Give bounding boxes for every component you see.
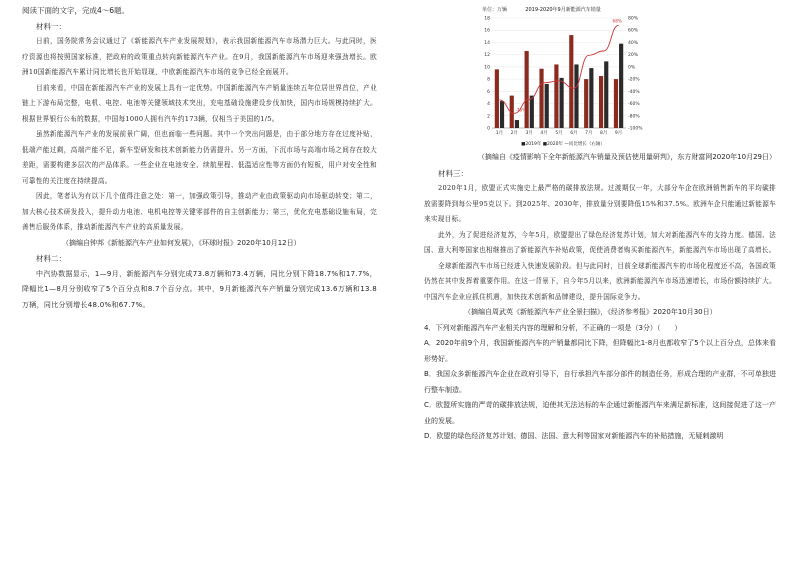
material-1-heading: 材料一： <box>36 21 66 31</box>
bar-2019 <box>554 64 558 128</box>
bar-2020 <box>574 64 578 128</box>
y2-tick-label: 60% <box>628 28 639 34</box>
chart-source: （摘编自《疫情影响下全年新能源汽车销量及预估使用量研判》，东方财富网2020年10月29日） <box>477 153 776 161</box>
y2-tick-label: -80% <box>628 114 640 120</box>
bar-2020 <box>560 78 564 128</box>
bar-2020 <box>500 101 504 128</box>
y-tick-label: 8 <box>487 77 490 83</box>
annotation-label: -76% <box>515 107 527 113</box>
material-1-paragraph: 目前来看，中国在新能源汽车产业的发展上具有一定优势。中国新能源汽车产销量连续五年位居世界首位，产业链上下游布局完整，电机、电控、电池等关键领域技术突出，充电基础设施建设步伐加快，国内市场规模持续扩大。根据世界银行公布的数据，中国每1000人拥有汽车约173辆，仅相当于美国的1/5。 <box>22 83 377 123</box>
option-a: A．2020年前9个月，我国新能源汽车的产销量都同比下降，但降幅比1-8月也都收窄了5个以上百分点，总体来看形势好。 <box>424 339 776 363</box>
chart-title: 2019-2020年9月新能源汽车销量 <box>525 7 601 13</box>
y2-tick-label: -100% <box>628 126 643 132</box>
bar-2019 <box>539 69 543 128</box>
x-tick-label: 9月 <box>614 131 623 136</box>
y2-tick-label: 0% <box>628 65 636 71</box>
y2-tick-label: 40% <box>628 40 639 46</box>
left-column <box>22 3 377 313</box>
bar-2019 <box>525 51 529 128</box>
bar-2020 <box>515 120 519 128</box>
y-tick-label: 16 <box>484 28 490 34</box>
option-c: C．欧盟所实施的严苛的碳排放法规，迫使其无法达标的车企通过新能源汽车来满足新标准，这间接促进了这一产业的发展。 <box>424 401 776 425</box>
bar-2019 <box>584 79 588 128</box>
x-tick-label: 4月 <box>540 131 548 136</box>
bar-2019 <box>495 69 499 128</box>
y2-tick-label: -60% <box>628 102 640 108</box>
option-b: B．我国众多新能源汽车企业在政府引导下，自行承担汽车部分部件的制造任务，形成合理的产业群，不可单独进行整车制造。 <box>424 370 776 394</box>
material-3-heading: 材料三： <box>438 168 468 178</box>
bar-2020 <box>619 44 623 128</box>
chart-svg <box>474 2 652 148</box>
y-tick-label: 2 <box>487 114 490 120</box>
material-1-paragraph: 虽然新能源汽车产业的发展前景广阔，但也面临一些问题。其中一个突出问题是，由于部分地方存在过度补贴，低端产能过剩，高端产能不足，新车型研发和技术创新能力仍需提升。另一方面，下沉市场与高端市场之间存在较大差距，需要构建多层次的产品体系。一些企业在电池安全、续航里程、低温适应性等方面仍有短板，用户对安全性和可靠性的关注度在持续提高。 <box>22 130 377 185</box>
question-4: 4．下列对新能源汽车产业相关内容的理解和分析，不正确的一项是（3分）（ ） <box>424 323 682 332</box>
y-tick-label: 10 <box>484 65 490 71</box>
material-2-paragraph: 中汽协数据显示，1—9月，新能源汽车分别完成73.8万辆和73.4万辆，同比分别下降18.7%和17.7%，降幅比1—8月分别收窄了5个百分点和8.7个百分点。其中，9月新能源汽车产销量分别完成13.6万辆和13.8万辆，同比分别增长48.0%和67.7%。 <box>22 269 377 309</box>
y2-tick-label: -40% <box>628 89 640 95</box>
y-tick-label: 0 <box>487 126 490 132</box>
bar-2020 <box>589 68 593 128</box>
chart-unit-label: 单位：万辆 <box>482 7 508 13</box>
x-tick-label: 2月 <box>510 131 519 136</box>
bar-2019 <box>614 79 618 128</box>
y-tick-label: 6 <box>487 89 490 95</box>
material-1-paragraph: 因此，笔者认为有以下几个值得注意之处：第一，加强政策引导，推动产业由政策驱动向市场驱动转变；第二，加大核心技术研发投入，提升动力电池、电机电控等关键零部件的自主创新能力；第三，优化充电基础设施布局，完善售后服务体系，推动新能源汽车产业的高质量发展。 <box>22 192 377 231</box>
bar-2020 <box>545 84 549 128</box>
chart-legend: ■2019年 ■2020年 —同比增长（右轴） <box>521 142 605 147</box>
y2-tick-label: -20% <box>628 77 640 83</box>
y-tick-label: 4 <box>487 102 490 108</box>
material-2-heading: 材料二： <box>36 254 66 263</box>
bar-2019 <box>569 35 573 128</box>
x-tick-label: 3月 <box>525 131 533 136</box>
right-column <box>424 150 776 445</box>
sales-chart <box>474 2 652 148</box>
y-tick-label: 12 <box>484 53 490 59</box>
bar-2020 <box>530 96 534 128</box>
material-1-source: （摘编自钟邦《新能源汽车产业如何发展》，《环球时报》2020年10月12日） <box>62 238 301 247</box>
x-tick-label: 6月 <box>570 131 578 136</box>
bar-2019 <box>599 76 603 128</box>
material-3-paragraph: 全球新能源汽车市场已经进入快速发展阶段。但与此同时，目前全球新能源汽车的市场化程度还不高，各国政策仍然在其中发挥着重要作用。在这一背景下，自今年5月以来，欧洲新能源汽车市场迅速增长，市场份额持续扩大。中国汽车企业应抓住机遇，加快技术创新和品牌建设，提升国际竞争力。 <box>424 261 776 301</box>
material-1-paragraph: 日前，国务院常务会议通过了《新能源汽车产业发展规划》，表示我国新能源汽车市场潜力巨大。与此同时，医疗资源也将按照国家标准，把政府的政策重点转向新能源汽车产业。在9月，我国新能源汽车市场迎来强劲增长。欧洲10国新能源汽车累计同比增长也开始显现，中欧新能源汽车市场的竞争已经全面展开。 <box>22 37 377 76</box>
y-tick-label: 14 <box>484 40 490 46</box>
annotation-label: 68% <box>612 18 622 24</box>
material-3-paragraph: 2020年1月，欧盟正式实施史上最严格的碳排放法规。过渡期仅一年，大部分车企在欧洲销售新车的平均碳排放需要降到每公里95克以下。到2025年、2030年，排放量分别要降低15%和37.5%。欧洲车企只能通过新能源车来实现目标。 <box>424 184 776 223</box>
y-tick-label: 18 <box>484 16 490 22</box>
material-3-paragraph: 此外，为了促进经济复苏，今年5月，欧盟提出了绿色经济复苏计划，加大对新能源汽车的支持力度。德国、法国、意大利等国家也相继推出了新能源汽车补贴政策，促使消费者购买新能源汽车，新能源汽车市场出现了高增长。 <box>424 230 776 254</box>
material-3-source: （摘编自周武英《新能源汽车产业全景扫描》，《经济参考报》2020年10月30日） <box>464 308 717 316</box>
x-tick-label: 7月 <box>585 131 593 136</box>
option-d: D．欧盟的绿色经济复苏计划、德国、法国、意大利等国家对新能源汽车的补贴措施，无疑刺激明 <box>424 432 724 440</box>
x-tick-label: 8月 <box>599 131 608 136</box>
y2-tick-label: 80% <box>628 16 639 22</box>
bar-2020 <box>604 61 608 128</box>
x-tick-label: 5月 <box>555 131 563 136</box>
y2-tick-label: 20% <box>628 53 639 59</box>
x-tick-label: 1月 <box>495 131 504 136</box>
instruction: 阅读下面的文字，完成4～6题。 <box>22 6 130 15</box>
